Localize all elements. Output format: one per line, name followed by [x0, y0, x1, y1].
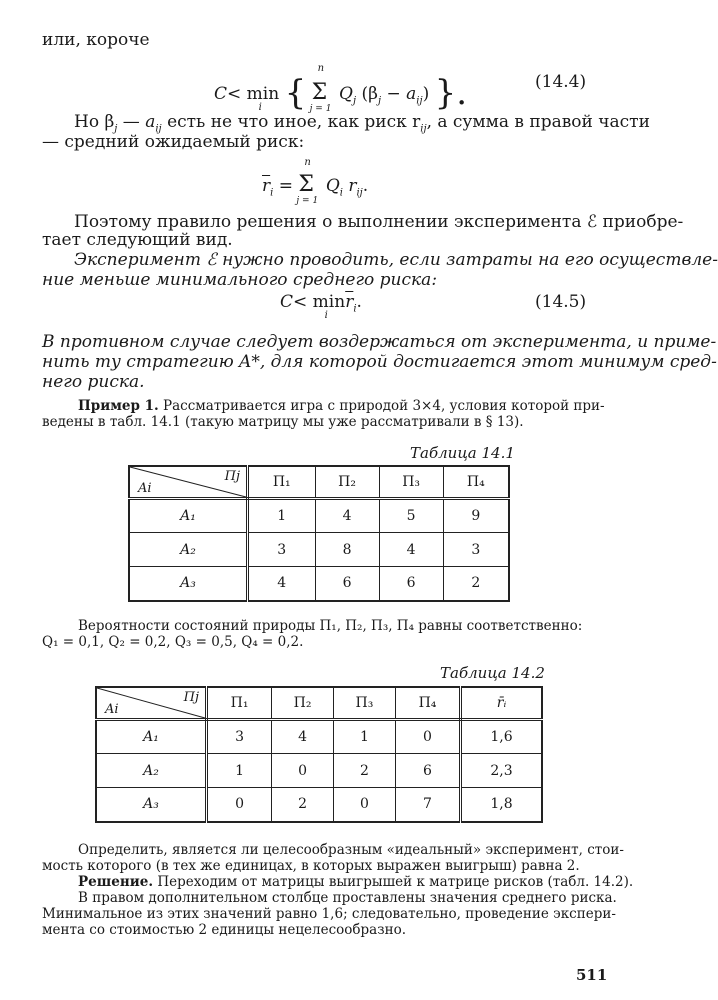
solution-label: Решение. — [78, 874, 154, 890]
table1-cell: 1 — [248, 499, 316, 533]
eq1-sigma: Σ — [311, 80, 328, 105]
eq2-r-sub: i — [270, 187, 274, 199]
para1-line2: — средний ожидаемый риск: — [42, 132, 305, 152]
eq1-min: min — [246, 84, 280, 104]
table1-caption: Таблица 14.1 — [410, 444, 515, 462]
table-row — [129, 533, 509, 567]
table2-corner-top: Пj — [183, 690, 199, 705]
table-row — [129, 567, 509, 601]
example-text: Рассматривается игра с природой 3×4, условия которой при- — [158, 398, 605, 414]
eq2-sum-bot: j = 1 — [296, 196, 319, 206]
equation-14-4-number: (14.4) — [535, 72, 587, 92]
prob-line1: Вероятности состояний природы П₁, П₂, П₃, П₄ равны соответственно: — [78, 618, 583, 634]
question-line2: мость которого (в тех же единицах, в которых выражен выигрыш) равна 2. — [42, 858, 580, 874]
eq1-body: Q — [339, 84, 353, 104]
table2-cell: 7 — [395, 788, 460, 822]
table2-cell: 3 — [207, 720, 272, 754]
para1-rest: есть не что иное, как риск r — [161, 112, 421, 132]
table1-cell: 4 — [379, 533, 443, 567]
equation-mean-risk — [262, 157, 369, 206]
para1-sub3: ij — [420, 123, 427, 135]
table2-cell-mean-risk: 1,6 — [461, 720, 542, 754]
table2-header-cell: П₄ — [395, 687, 460, 720]
solution-text: Переходим от матрицы выигрышей к матрице рисков (табл. 14.2). — [153, 874, 634, 890]
table1-cell: 9 — [443, 499, 509, 533]
eq1-min-sub: i — [258, 102, 262, 113]
equation-14-5 — [280, 292, 362, 321]
table-row — [129, 499, 509, 533]
table1-header-cell: П₂ — [315, 466, 379, 499]
table2-cell: 0 — [272, 754, 334, 788]
eq2-body2-sub: ij — [356, 187, 363, 199]
eq2-r: $\overline{r}$ — [262, 176, 271, 196]
page-number: 511 — [576, 966, 608, 984]
eq1-body-sub: j — [352, 95, 357, 107]
para1-sub2: ij — [155, 123, 162, 135]
table1-cell: 5 — [379, 499, 443, 533]
eq1-sum-bot: j = 1 — [309, 104, 332, 114]
table-row — [96, 754, 542, 788]
eq3-r-sub: i — [353, 303, 357, 315]
table-14-2 — [95, 686, 543, 823]
equation-14-5-number: (14.5) — [535, 292, 587, 312]
eq2-body-sub: i — [339, 187, 343, 199]
table2-cell: 6 — [395, 754, 460, 788]
eq1-body-minus: − a — [381, 84, 417, 104]
table1-cell: 6 — [315, 567, 379, 601]
para3-line1: Эксперимент ℰ нужно проводить, если затраты на его осуществле- — [74, 250, 718, 270]
eq1-lbrace: { — [284, 73, 307, 113]
para4-line1: В противном случае следует воздержаться от эксперимента, и приме- — [42, 332, 717, 352]
example-label: Пример 1. — [78, 398, 159, 414]
intro-line: или, короче — [42, 30, 150, 50]
table2-corner-bottom: Ai — [105, 702, 119, 717]
eq1-body-rest-sub: j — [377, 95, 382, 107]
table2-header-cell: П₃ — [334, 687, 396, 720]
table2-cell: 1 — [207, 754, 272, 788]
example-line2: ведены в табл. 14.1 (такую матрицу мы уже рассматривали в § 13). — [42, 414, 524, 430]
solution-line2: В правом дополнительном столбце проставлены значения среднего риска. — [78, 890, 617, 906]
table1-corner-top: Пj — [224, 469, 240, 484]
table1-corner — [129, 466, 248, 499]
eq1-lt: < — [227, 84, 242, 104]
table1-cell: 3 — [248, 533, 316, 567]
para4-line2: нить ту стратегию A*, для которой достигается этот минимум сред- — [42, 352, 717, 372]
table2-row-label: A₂ — [96, 754, 207, 788]
table2-header-cell: П₁ — [207, 687, 272, 720]
table1-header-cell: П₁ — [248, 466, 316, 499]
eq3-min-sub: i — [324, 310, 328, 321]
table2-cell: 4 — [272, 720, 334, 754]
table2-header-cell: П₂ — [272, 687, 334, 720]
para1-text-a: Но β — [74, 112, 115, 132]
table2-row-label: A₃ — [96, 788, 207, 822]
table1-corner-bottom: Ai — [138, 481, 152, 496]
eq1-body-close: ) — [422, 84, 430, 104]
eq1-body-rest: (β — [356, 84, 378, 104]
eq1-sum-top: n — [317, 63, 325, 74]
table-14-1 — [128, 465, 510, 602]
table2-caption: Таблица 14.2 — [440, 664, 545, 682]
eq2-eq: = — [273, 176, 299, 196]
table1-row-label: A₂ — [129, 533, 248, 567]
eq2-body2: r — [342, 176, 357, 196]
table1-cell: 3 — [443, 533, 509, 567]
table2-header-cell-mean-risk: r̄ᵢ — [461, 687, 542, 720]
para2-line2: тает следующий вид. — [42, 230, 233, 250]
table1-cell: 4 — [315, 499, 379, 533]
table-row — [96, 788, 542, 822]
table2-cell-mean-risk: 2,3 — [461, 754, 542, 788]
eq3-dot: . — [356, 292, 362, 312]
para1-end: , а сумма в правой части — [426, 112, 650, 132]
solution-line3: Минимальное из этих значений равно 1,6; следовательно, проведение экспери- — [42, 906, 616, 922]
equation-14-4 — [214, 63, 468, 114]
table-row — [96, 720, 542, 754]
eq2-sigma: Σ — [298, 172, 314, 197]
table2-cell: 1 — [334, 720, 396, 754]
eq3-min: min — [312, 292, 346, 312]
question-line1: Определить, является ли целесообразным «идеальный» эксперимент, стои- — [78, 842, 624, 858]
eq1-body-minus-sub: ij — [416, 95, 423, 107]
table1-header-cell: П₃ — [379, 466, 443, 499]
para3-line2: ние меньше минимального среднего риска: — [42, 270, 438, 290]
table2-cell: 0 — [395, 720, 460, 754]
para2-line1: Поэтому правило решения о выполнении эксперимента ℰ приобре- — [74, 212, 684, 232]
para1-sub1: j — [114, 123, 118, 135]
table1-row-label: A₃ — [129, 567, 248, 601]
table2-cell: 2 — [272, 788, 334, 822]
eq1-rbrace: }. — [434, 73, 468, 113]
table1-cell: 6 — [379, 567, 443, 601]
table1-cell: 8 — [315, 533, 379, 567]
table1-header-row — [129, 466, 509, 499]
solution-line4: мента со стоимостью 2 единицы нецелесообразно. — [42, 922, 407, 938]
prob-line2: Q₁ = 0,1, Q₂ = 0,2, Q₃ = 0,5, Q₄ = 0,2. — [42, 634, 304, 650]
eq2-sum-top: n — [304, 157, 311, 168]
eq1-C: C — [214, 84, 228, 104]
eq2-body: Q — [325, 176, 340, 196]
table1-cell: 4 — [248, 567, 316, 601]
eq3-lt: < — [293, 292, 308, 312]
eq3-C: C — [280, 292, 294, 312]
solution-line1 — [78, 874, 633, 890]
table2-row-label: A₁ — [96, 720, 207, 754]
table2-cell: 2 — [334, 754, 396, 788]
table1-header-cell: П₄ — [443, 466, 509, 499]
example-line1 — [78, 398, 605, 414]
table2-cell: 0 — [207, 788, 272, 822]
eq3-r: $\overline{r}$ — [345, 292, 354, 312]
table2-cell-mean-risk: 1,8 — [461, 788, 542, 822]
table2-corner — [96, 687, 207, 720]
table1-row-label: A₁ — [129, 499, 248, 533]
eq2-dot: . — [362, 176, 369, 196]
table1-cell: 2 — [443, 567, 509, 601]
table2-header-row — [96, 687, 542, 720]
para1-mid: — a — [117, 112, 156, 132]
table2-cell: 0 — [334, 788, 396, 822]
para4-line3: него риска. — [42, 372, 145, 392]
